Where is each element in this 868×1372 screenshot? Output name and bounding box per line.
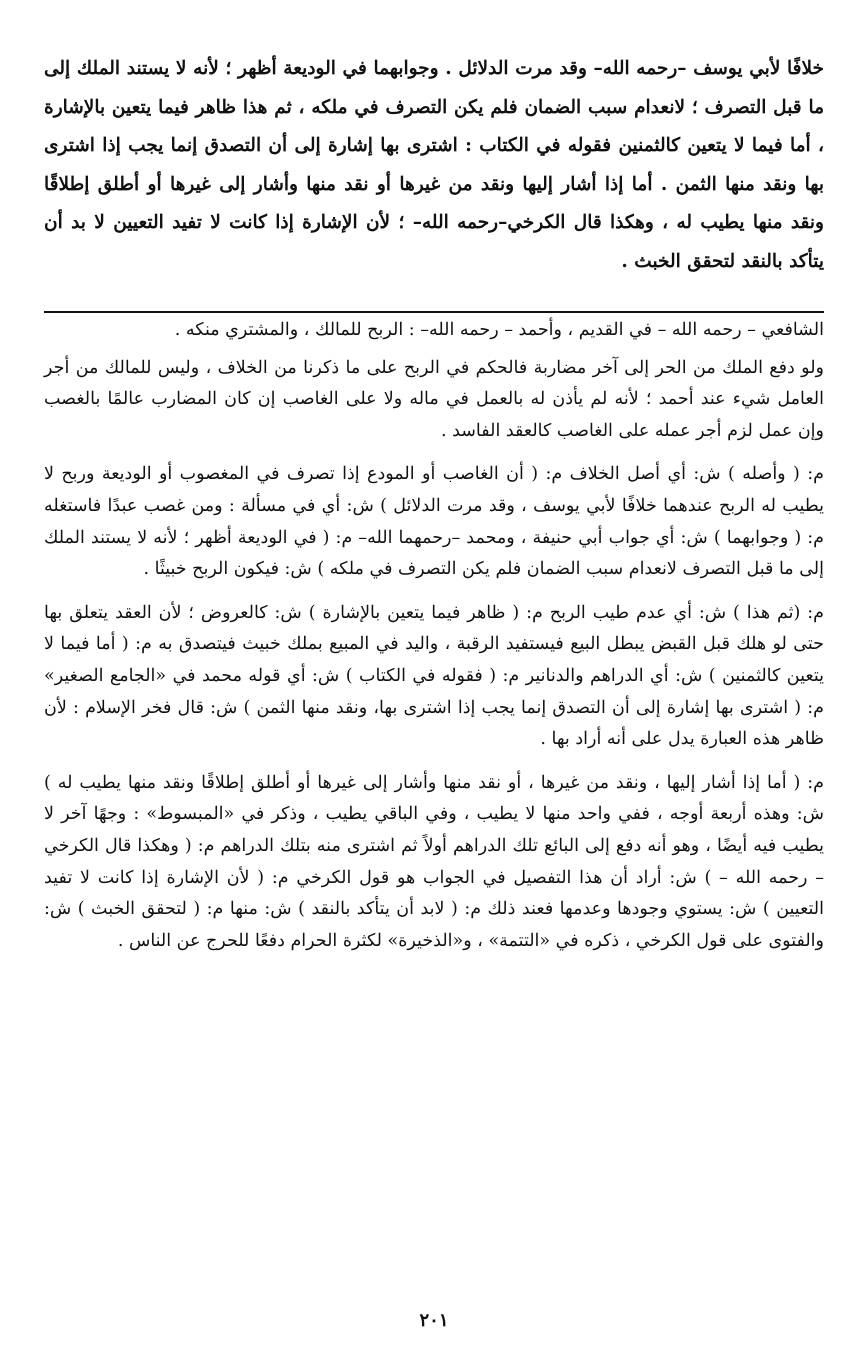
- commentary-paragraph: م: ( أما إذا أشار إليها ، ونقد من غيرها ، أو نقد منها وأشار إلى غيرها أو أطلق إطلاقًا ونقد منها يطيب له ) ش: وهذه أربعة أوجه ، ففي واحد منها لا يطيب ، وفي الباقي يطيب ، وذكر في «المبسوط» : وجهًا آخر لا يطيب فيه أيضًا ، وهو أنه دفع إلى البائع تلك الدراهم أولاً ثم اشترى منه بتلك الدراهم م: ( وهكذا قال الكرخي – رحمه الله – ) ش: أراد أن هذا التفصيل في الجواب هو قول الكرخي م: ( لأن الإشارة إذا كانت لا تفيد التعيين ) ش: يستوي وجودها وعدمها فعند ذلك م: ( لابد أن يتأكد بالنقد ) ش: منها م: ( لتحقق الخبث ) ش: والفتوى على قول الكرخي ، ذكره في «التتمة» ، و«الذخيرة» لكثرة الحرام دفعًا للحرج عن الناس .: [44, 772, 824, 951]
- separator-rule: [44, 311, 824, 313]
- commentary-paragraph: م: (ثم هذا ) ش: أي عدم طيب الربح م: ( ظاهر فيما يتعين بالإشارة ) ش: كالعروض ؛ لأن العقد يتعلق بها حتى لو هلك قبل القبض يبطل البيع فيستفيد الرقبة ، واليد في المبيع بملك خبيث فيتصدق به م: ( أما فيما لا يتعين كالثمنين ) ش: أي الدراهم والدنانير م: ( فقوله في الكتاب ) ش: أي قوله محمد في «الجامع الصغير» م: ( اشترى بها إشارة إلى أن التصدق إنما يجب إذا اشترى بها، ونقد منها الثمن ) ش: قال فخر الإسلام : لأن ظاهر هذه العبارة يدل على أنه أراد بها .: [44, 602, 824, 750]
- main-text-paragraph: خلافًا لأبي يوسف –رحمه الله– وقد مرت الدلائل . وجوابهما في الوديعة أظهر ؛ لأنه لا يستند الملك إلى ما قبل التصرف ؛ لانعدام سبب الضمان فلم يكن التصرف في ملكه ، ثم هذا ظاهر فيما يتعين بالإشارة ، أما فيما لا يتعين كالثمنين فقوله في الكتاب : اشترى بها إشارة إلى أن التصدق إنما يجب إذا اشترى بها ونقد منها الثمن . أما إذا أشار إليها ونقد من غيرها أو نقد منها وأشار إلى غيرها أو أطلق إطلاقًا ونقد منها يطيب له ، وهكذا قال الكرخي–رحمه الله– ؛ لأن الإشارة إذا كانت لا تفيد التعيين لا بد أن يتأكد بالنقد لتحقق الخبث .: [44, 58, 825, 272]
- commentary-paragraph: م: ( وأصله ) ش: أي أصل الخلاف م: ( أن الغاصب أو المودع إذا تصرف في المغصوب أو الوديعة وربح لا يطيب له الربح عندهما خلافًا لأبي يوسف ، وقد مرت الدلائل ) ش: أي في مسألة : ومن غصب عبدًا فاستغله م: ( وجوابهما ) ش: أي جواب أبي حنيفة ، ومحمد –رحمهما الله– م: ( في الوديعة أظهر ؛ لأنه لا يستند الملك إلى ما قبل التصرف لانعدام سبب الضمان فلم يكن التصرف في ملكه ) ش: فيكون الربح خبيثًا .: [44, 464, 824, 580]
- footnote-tail: الشافعي – رحمه الله – في القديم ، وأحمد – رحمه الله– : الربح للمالك ، والمشتري منكه .: [174, 320, 824, 340]
- commentary-block: [44, 315, 824, 957]
- main-text-block: [44, 50, 824, 281]
- book-page: [44, 50, 824, 1350]
- commentary-paragraph: ولو دفع الملك من الحر إلى آخر مضاربة فالحكم في الربح على ما ذكرنا من الخلاف ، وليس للمالك من أجر العامل شيء عند أحمد ؛ لأنه لم يأذن له بالعمل في ماله ولا على الغاصب إن كان المضارب عالمًا بالغصب وإن عمل لزم أجر عمله على الغاصب كالعقد الفاسد .: [44, 357, 824, 441]
- page-number: ٢٠١: [419, 1310, 449, 1331]
